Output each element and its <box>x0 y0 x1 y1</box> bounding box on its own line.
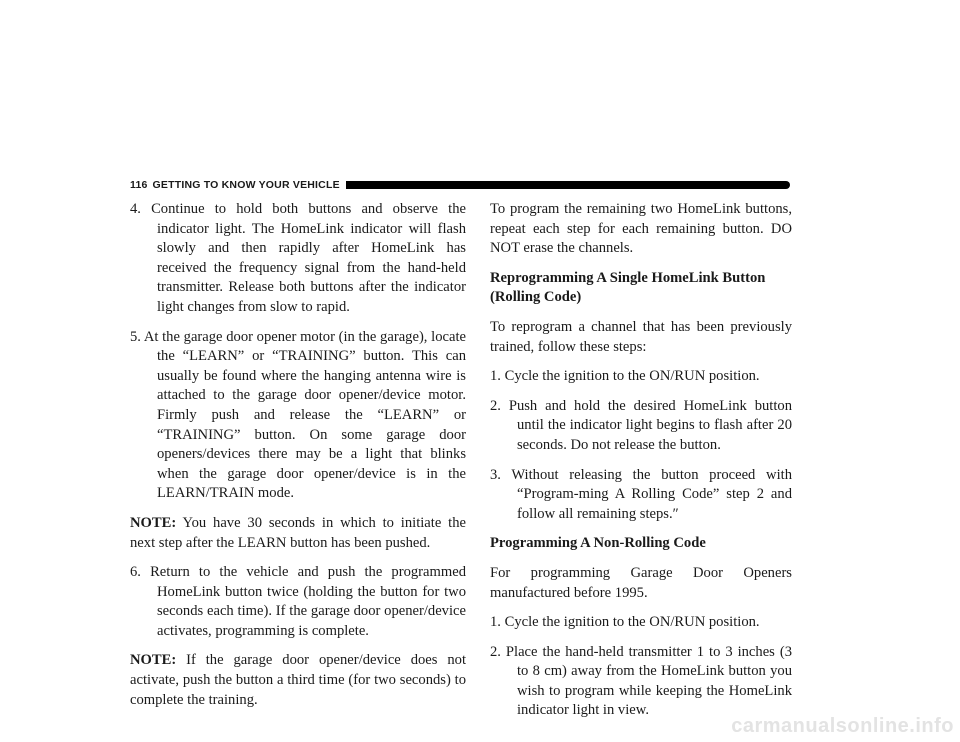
page-number: 116 <box>130 179 148 191</box>
note-text: If the garage door opener/device does not activate, push the button a third time (for two seconds) to complete the training. <box>130 652 466 708</box>
non-rolling-intro: For programming Garage Door Openers manufactured before 1995. <box>490 564 792 601</box>
heading-reprogramming: Reprogramming A Single HomeLink Button (Rolling Code) <box>490 269 766 306</box>
step-5: 5. At the garage door opener motor (in the garage), locate the “LEARN” or “TRAINING” button. This can usually be found where the hanging antenna wire is attached to the garage door opener/device motor. Firmly push and release the “LEARN” or “TRAINING” button. On some garage door openers/devices there may be a light that blinks when the garage door opener/device is in the LEARN/TRAIN mode. <box>130 328 466 502</box>
reprogramming-intro: To reprogram a channel that has been previously trained, follow these steps: <box>490 318 792 355</box>
note-text: You have 30 seconds in which to initiate the next step after the LEARN button has been pushed. <box>130 514 466 551</box>
step-6: 6. Return to the vehicle and push the programmed HomeLink button twice (holding the button for two seconds each time). If the garage door opener/device activates, programming is complete. <box>130 564 466 639</box>
note-learn-timing <box>130 514 466 553</box>
header-rule <box>346 181 790 189</box>
reprogram-step-1: 1. Cycle the ignition to the ON/RUN position. <box>490 368 760 385</box>
section-title: GETTING TO KNOW YOUR VEHICLE <box>152 179 340 191</box>
watermark: carmanualsonline.info <box>731 715 954 737</box>
note-label: NOTE: <box>130 652 177 669</box>
left-column <box>130 200 466 720</box>
note-third-push <box>130 651 466 710</box>
reprogram-step-3: 3. Without releasing the button proceed with “Program-ming A Rolling Code” step 2 and follow all remaining steps.″ <box>490 466 792 522</box>
non-rolling-step-1: 1. Cycle the ignition to the ON/RUN position. <box>490 614 760 631</box>
heading-non-rolling: Programming A Non-Rolling Code <box>490 535 706 552</box>
reprogram-step-2: 2. Push and hold the desired HomeLink button until the indicator light begins to flash after 20 seconds. Do not release the button. <box>490 397 792 453</box>
remaining-buttons-intro: To program the remaining two HomeLink buttons, repeat each step for each remaining button. DO NOT erase the channels. <box>490 201 792 257</box>
note-label: NOTE: <box>130 514 177 531</box>
page-header <box>130 178 790 192</box>
right-column <box>490 200 792 731</box>
step-4: 4. Continue to hold both buttons and observe the indicator light. The HomeLink indicator will flash slowly and then rapidly after HomeLink has received the frequency signal from the hand-held transmitter. Release both buttons after the indicator light changes from slow to rapid. <box>130 201 466 315</box>
non-rolling-step-2: 2. Place the hand-held transmitter 1 to 3 inches (3 to 8 cm) away from the HomeLink button you wish to program while keeping the HomeLink indicator light in view. <box>490 643 792 719</box>
